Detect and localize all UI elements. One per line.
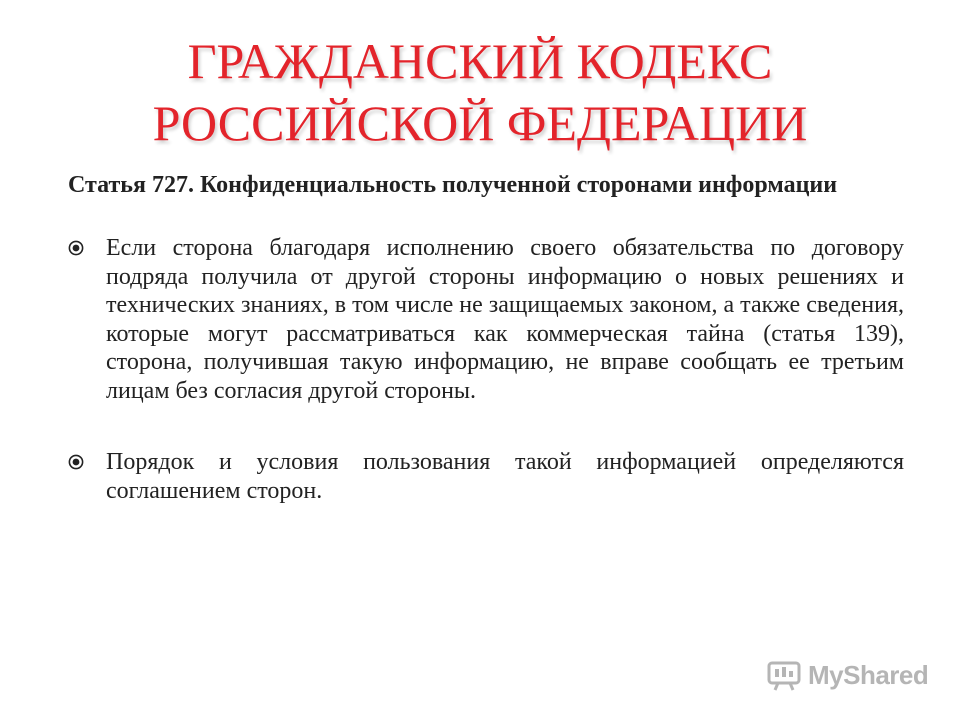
bullet-text-1: Если сторона благодаря исполнению своего обязательства по договору подряда получила от другой стороны информацию о новых решениях и технических знаниях, в том числе не защищаемых законом, а также сведения, которые могут рассматриваться как коммерческая тайна (статья 139), сторона, получившая такую информацию, не вправе сообщать ее третьим лицам без согласия другой стороны. [106, 235, 904, 404]
bullet-text-2: Порядок и условия пользования такой информацией определяются соглашением сторон. [106, 449, 904, 504]
slide-title-line-1: ГРАЖДАНСКИЙ КОДЕКС [187, 33, 773, 89]
circle-dot-icon [68, 240, 84, 256]
myshared-watermark [766, 655, 928, 695]
projector-icon [766, 657, 802, 693]
bullet-list [68, 234, 904, 505]
article-heading: Статья 727. Конфиденциальность полученной сторонами информации [68, 172, 838, 198]
circle-dot-icon [68, 454, 84, 470]
bullet-item-2 [68, 448, 904, 505]
bullet-item-1 [68, 234, 904, 405]
slide-title [0, 30, 960, 154]
watermark-text: MyShared [808, 659, 929, 690]
slide-title-line-2: РОССИЙСКОЙ ФЕДЕРАЦИИ [152, 95, 808, 151]
